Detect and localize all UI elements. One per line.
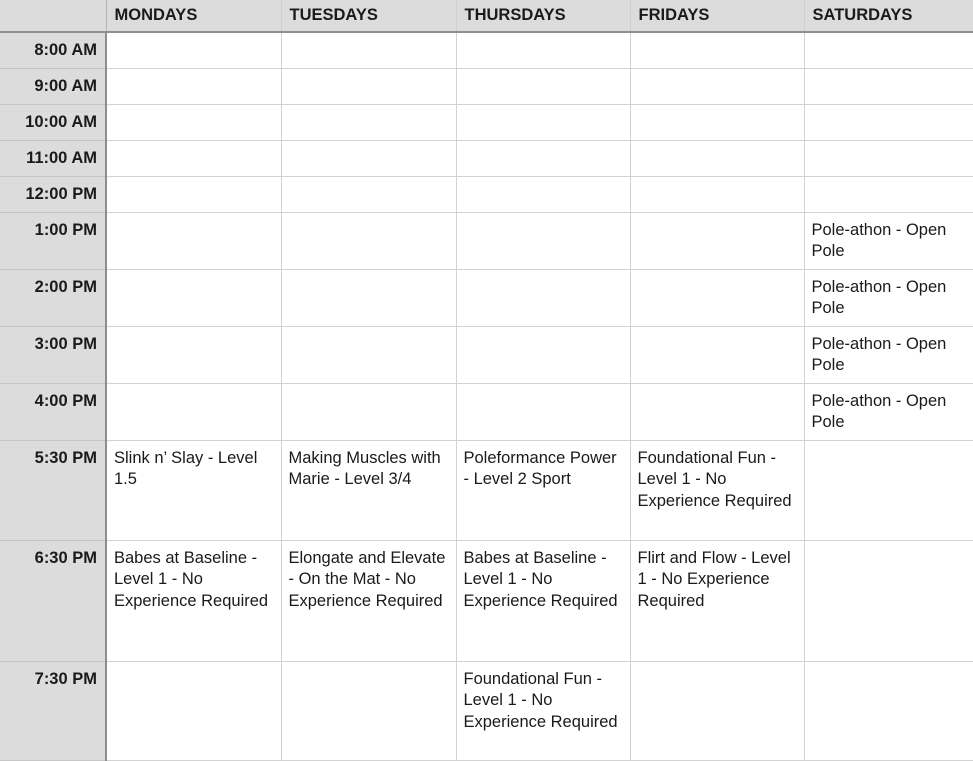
day-header: THURSDAYS	[456, 0, 630, 32]
schedule-cell[interactable]	[106, 140, 281, 176]
schedule-cell[interactable]	[106, 383, 281, 440]
schedule-cell[interactable]	[456, 176, 630, 212]
schedule-cell[interactable]	[456, 212, 630, 269]
schedule-cell[interactable]	[106, 176, 281, 212]
day-header: SATURDAYS	[804, 0, 973, 32]
schedule-cell[interactable]	[456, 68, 630, 104]
schedule-cell[interactable]	[106, 104, 281, 140]
schedule-cell[interactable]	[106, 68, 281, 104]
table-row	[0, 32, 973, 68]
schedule-cell[interactable]: Foundational Fun - Level 1 - No Experience Required	[630, 440, 804, 540]
time-label: 1:00 PM	[0, 212, 106, 269]
schedule-cell[interactable]	[630, 661, 804, 760]
time-label: 10:00 AM	[0, 104, 106, 140]
time-label: 2:00 PM	[0, 269, 106, 326]
schedule-cell[interactable]: Foundational Fun - Level 1 - No Experience Required	[456, 661, 630, 760]
schedule-cell[interactable]: Slink n’ Slay - Level 1.5	[106, 440, 281, 540]
schedule-cell[interactable]	[281, 140, 456, 176]
table-row	[0, 212, 973, 269]
schedule-cell[interactable]	[106, 32, 281, 68]
schedule-cell[interactable]	[804, 440, 973, 540]
schedule-cell[interactable]	[804, 661, 973, 760]
schedule-cell[interactable]	[281, 326, 456, 383]
schedule-cell[interactable]: Babes at Baseline - Level 1 - No Experience Required	[456, 540, 630, 661]
schedule-cell[interactable]	[456, 269, 630, 326]
time-label: 4:00 PM	[0, 383, 106, 440]
day-header: FRIDAYS	[630, 0, 804, 32]
schedule-cell[interactable]	[630, 326, 804, 383]
time-label: 9:00 AM	[0, 68, 106, 104]
schedule-cell[interactable]: Pole-athon - Open Pole	[804, 269, 973, 326]
schedule-cell[interactable]	[804, 68, 973, 104]
schedule-cell[interactable]: Elongate and Elevate - On the Mat - No Experience Required	[281, 540, 456, 661]
schedule-cell[interactable]	[281, 269, 456, 326]
schedule-cell[interactable]	[281, 383, 456, 440]
schedule-cell[interactable]: Pole-athon - Open Pole	[804, 383, 973, 440]
table-row	[0, 140, 973, 176]
table-row	[0, 104, 973, 140]
schedule-cell[interactable]	[630, 68, 804, 104]
schedule-cell[interactable]	[281, 212, 456, 269]
schedule-cell[interactable]	[630, 176, 804, 212]
schedule-cell[interactable]: Babes at Baseline - Level 1 - No Experience Required	[106, 540, 281, 661]
time-label: 12:00 PM	[0, 176, 106, 212]
schedule-cell[interactable]: Pole-athon - Open Pole	[804, 212, 973, 269]
schedule-cell[interactable]	[630, 383, 804, 440]
table-row	[0, 661, 973, 760]
schedule-cell[interactable]	[630, 32, 804, 68]
schedule-cell[interactable]	[281, 176, 456, 212]
schedule-cell[interactable]	[281, 661, 456, 760]
time-label: 7:30 PM	[0, 661, 106, 760]
corner-cell	[0, 0, 106, 32]
schedule-cell[interactable]	[456, 104, 630, 140]
schedule-cell[interactable]	[804, 104, 973, 140]
schedule-cell[interactable]	[106, 661, 281, 760]
schedule-cell[interactable]	[804, 32, 973, 68]
schedule-cell[interactable]: Flirt and Flow - Level 1 - No Experience Required	[630, 540, 804, 661]
schedule-cell[interactable]	[456, 140, 630, 176]
schedule-cell[interactable]	[456, 383, 630, 440]
day-header: MONDAYS	[106, 0, 281, 32]
schedule-cell[interactable]	[804, 176, 973, 212]
table-row	[0, 176, 973, 212]
schedule-cell[interactable]	[281, 104, 456, 140]
schedule-cell[interactable]	[630, 212, 804, 269]
schedule-cell[interactable]	[456, 326, 630, 383]
table-row	[0, 440, 973, 540]
schedule-cell[interactable]	[630, 269, 804, 326]
time-label: 11:00 AM	[0, 140, 106, 176]
time-label: 3:00 PM	[0, 326, 106, 383]
schedule-cell[interactable]	[106, 269, 281, 326]
schedule-cell[interactable]: Making Muscles with Marie - Level 3/4	[281, 440, 456, 540]
time-label: 8:00 AM	[0, 32, 106, 68]
table-row	[0, 540, 973, 661]
table-row	[0, 326, 973, 383]
schedule-cell[interactable]	[456, 32, 630, 68]
schedule-cell[interactable]: Poleformance Power - Level 2 Sport	[456, 440, 630, 540]
schedule-cell[interactable]	[106, 212, 281, 269]
schedule-cell[interactable]	[804, 140, 973, 176]
schedule-cell[interactable]	[804, 540, 973, 661]
schedule-cell[interactable]: Pole-athon - Open Pole	[804, 326, 973, 383]
schedule-cell[interactable]	[281, 68, 456, 104]
table-row	[0, 383, 973, 440]
time-label: 6:30 PM	[0, 540, 106, 661]
schedule-cell[interactable]	[106, 326, 281, 383]
day-header: TUESDAYS	[281, 0, 456, 32]
schedule-cell[interactable]	[630, 140, 804, 176]
header-row	[0, 0, 973, 32]
schedule-cell[interactable]	[281, 32, 456, 68]
schedule-cell[interactable]	[630, 104, 804, 140]
table-row	[0, 68, 973, 104]
time-label: 5:30 PM	[0, 440, 106, 540]
table-row	[0, 269, 973, 326]
